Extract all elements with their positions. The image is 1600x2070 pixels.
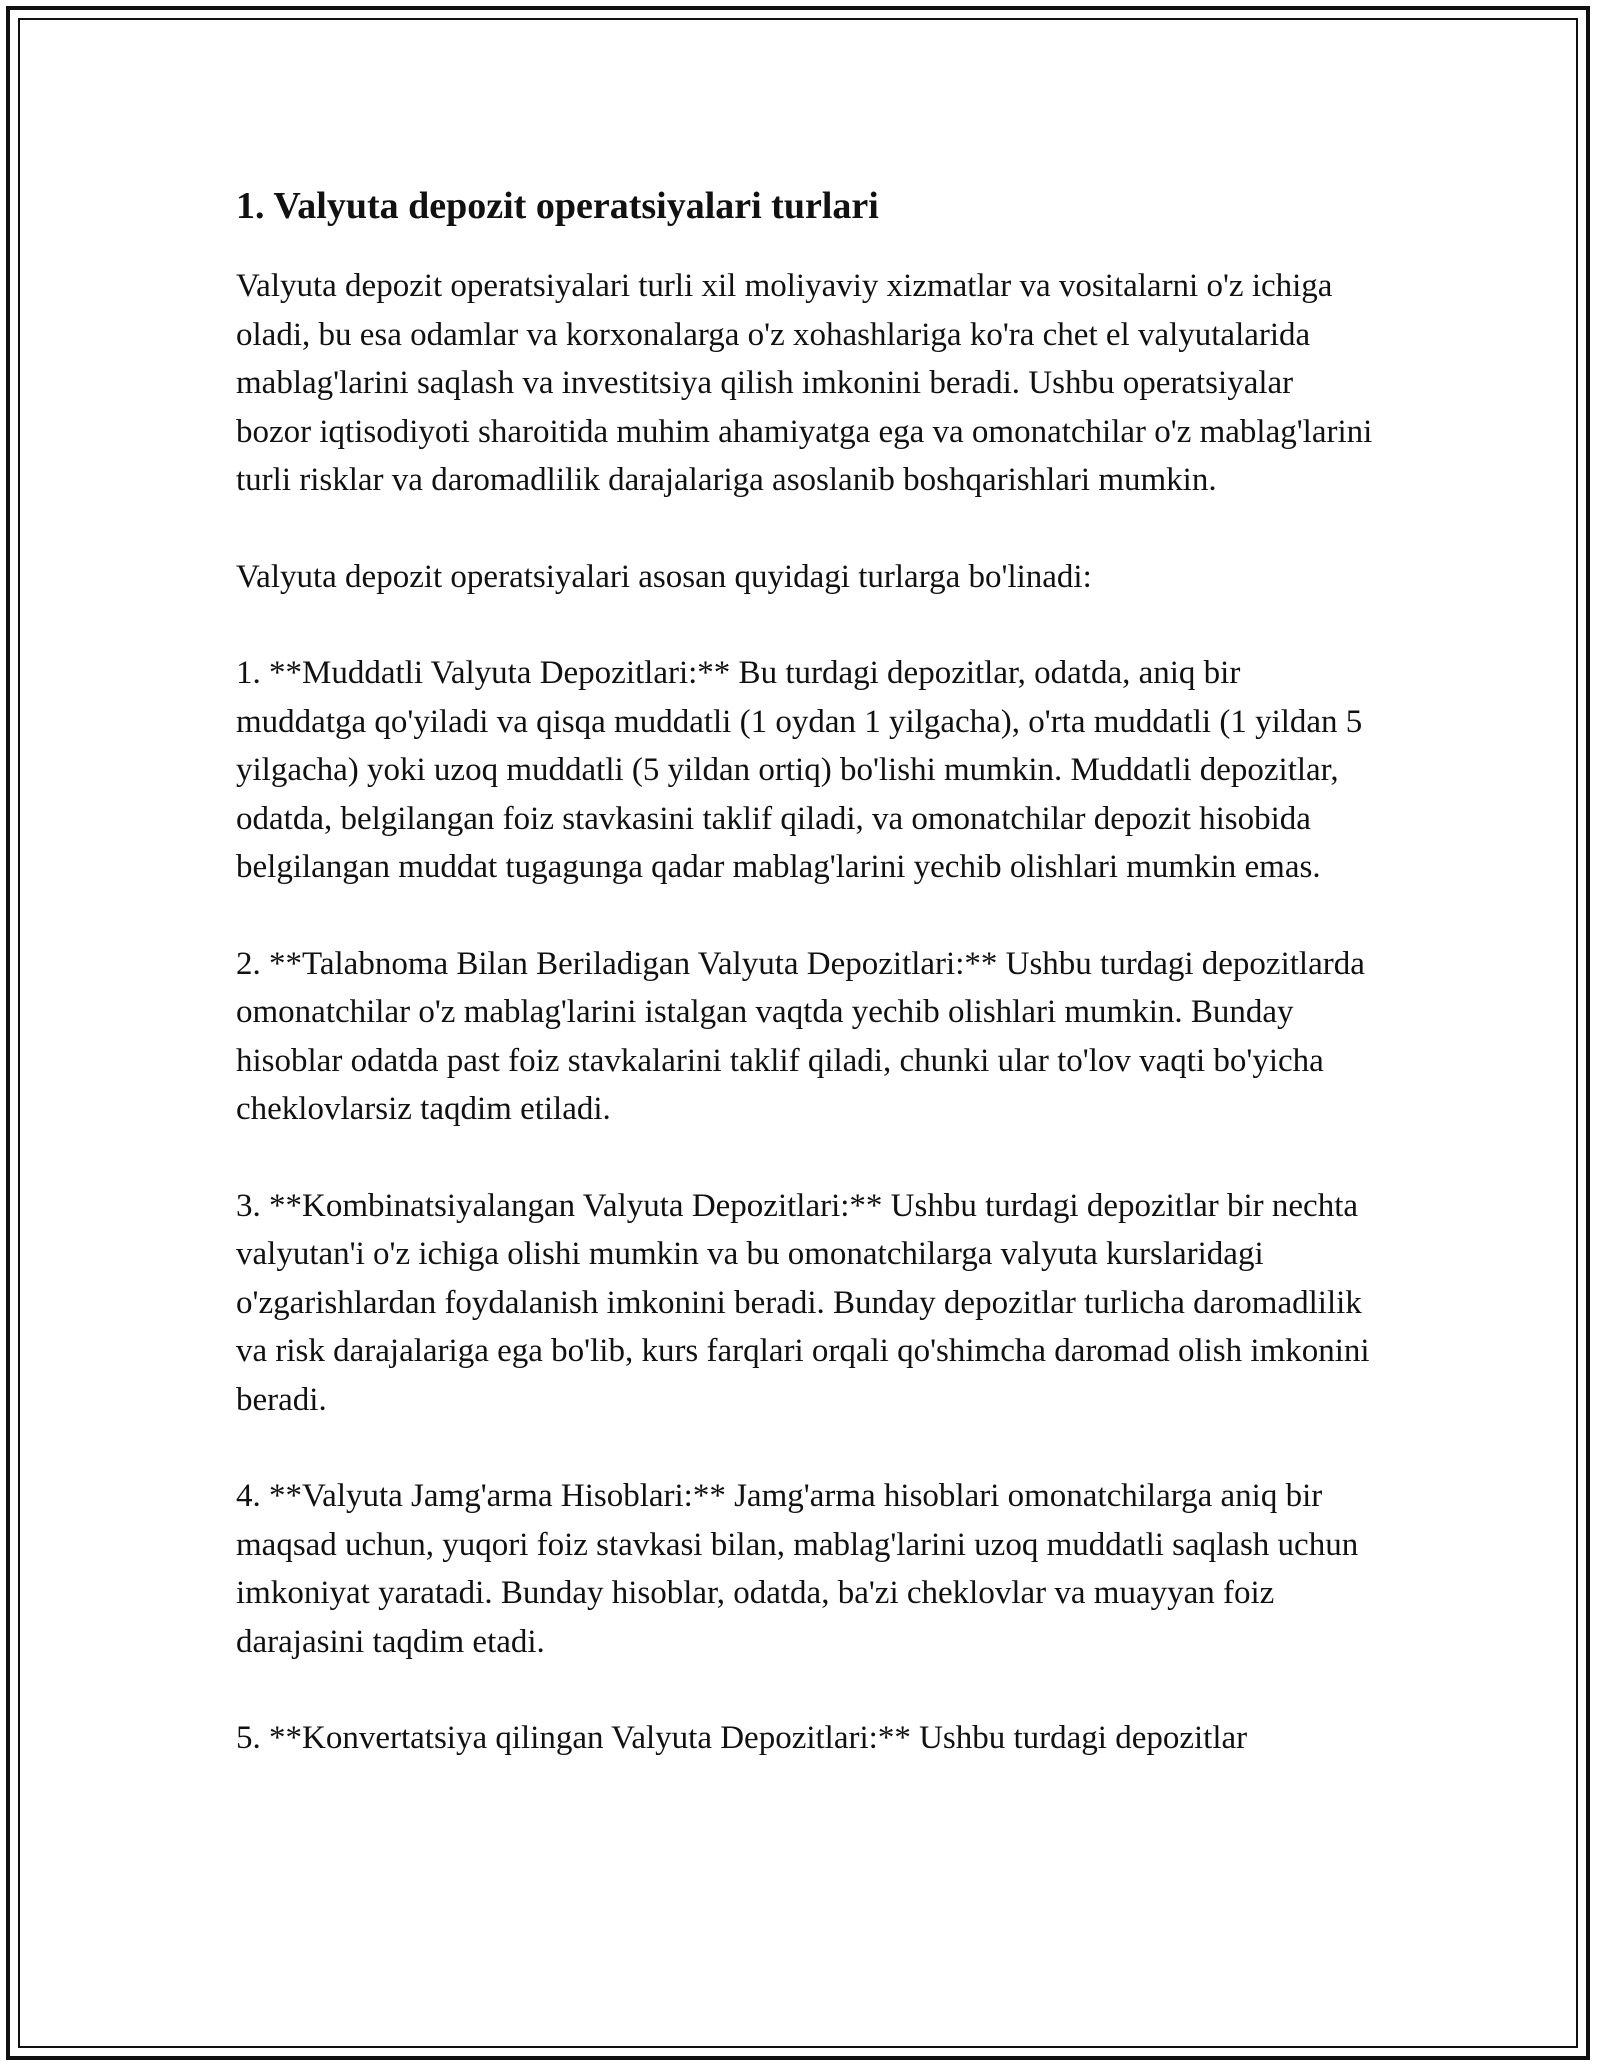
list-item-combined-deposits: 3. **Kombinatsiyalangan Valyuta Depozitlari:** Ushbu turdagi depozitlar bir nechta valyutan'i o'z ichiga olishi mumkin va bu omonatchilarga valyuta kurslaridagi o'zgarishlardan foydalanish imkonini beradi. Bunday depozitlar turlicha daromadlilik va risk darajalariga ega bo'lib, kurs farqlari orqali qo'shimcha daromad olish imkonini beradi.	[236, 1187, 1370, 1418]
list-item-demand-deposits: 2. **Talabnoma Bilan Beriladigan Valyuta Depozitlari:** Ushbu turdagi depozitlarda omonatchilar o'z mablag'larini istalgan vaqtda yechib olishlari mumkin. Bunday hisoblar odatda past foiz stavkalarini taklif qiladi, chunki ular to'lov vaqti bo'yicha cheklovlarsiz taqdim etiladi.	[236, 945, 1365, 1127]
list-item-term-deposits: 1. **Muddatli Valyuta Depozitlari:** Bu turdagi depozitlar, odatda, aniq bir muddatga qo'yiladi va qisqa muddatli (1 oydan 1 yilgacha), o'rta muddatli (1 yildan 5 yilgacha) yoki uzoq muddatli (5 yildan ortiq) bo'lishi mumkin. Muddatli depozitlar, odatda, belgilangan foiz stavkasini taklif qiladi, va omonatchilar depozit hisobida belgilangan muddat tugagunga qadar mablag'larini yechib olishlari mumkin emas.	[236, 655, 1363, 885]
types-intro-paragraph: Valyuta depozit operatsiyalari asosan quyidagi turlarga bo'linadi:	[236, 558, 1092, 595]
list-item-savings-accounts: 4. **Valyuta Jamg'arma Hisoblari:** Jamg'arma hisoblari omonatchilarga aniq bir maqsad uchun, yuqori foiz stavkasi bilan, mablag'larini uzoq muddatli saqlash uchun imkoniyat yaratadi. Bunday hisoblar, odatda, ba'zi cheklovlar va muayyan foiz darajasini taqdim etadi.	[236, 1478, 1359, 1660]
list-item-converted-deposits: 5. **Konvertatsiya qilingan Valyuta Depozitlari:** Ushbu turdagi depozitlar	[236, 1720, 1248, 1756]
section-heading: 1. Valyuta depozit operatsiyalari turlari	[236, 185, 879, 227]
intro-paragraph: Valyuta depozit operatsiyalari turli xil moliyaviy xizmatlar va vositalarni o'z ichiga oladi, bu esa odamlar va korxonalarga o'z xohashlariga ko'ra chet el valyutalarida mablag'larini saqlash va investitsiya qilish imkonini beradi. Ushbu operatsiyalar bozor iqtisodiyoti sharoitida muhim ahamiyatga ega va omonatchilar o'z mablag'larini turli risklar va daromadlilik darajalariga asoslanib boshqarishlari mumkin.	[236, 268, 1373, 498]
document-body	[236, 180, 1376, 1763]
